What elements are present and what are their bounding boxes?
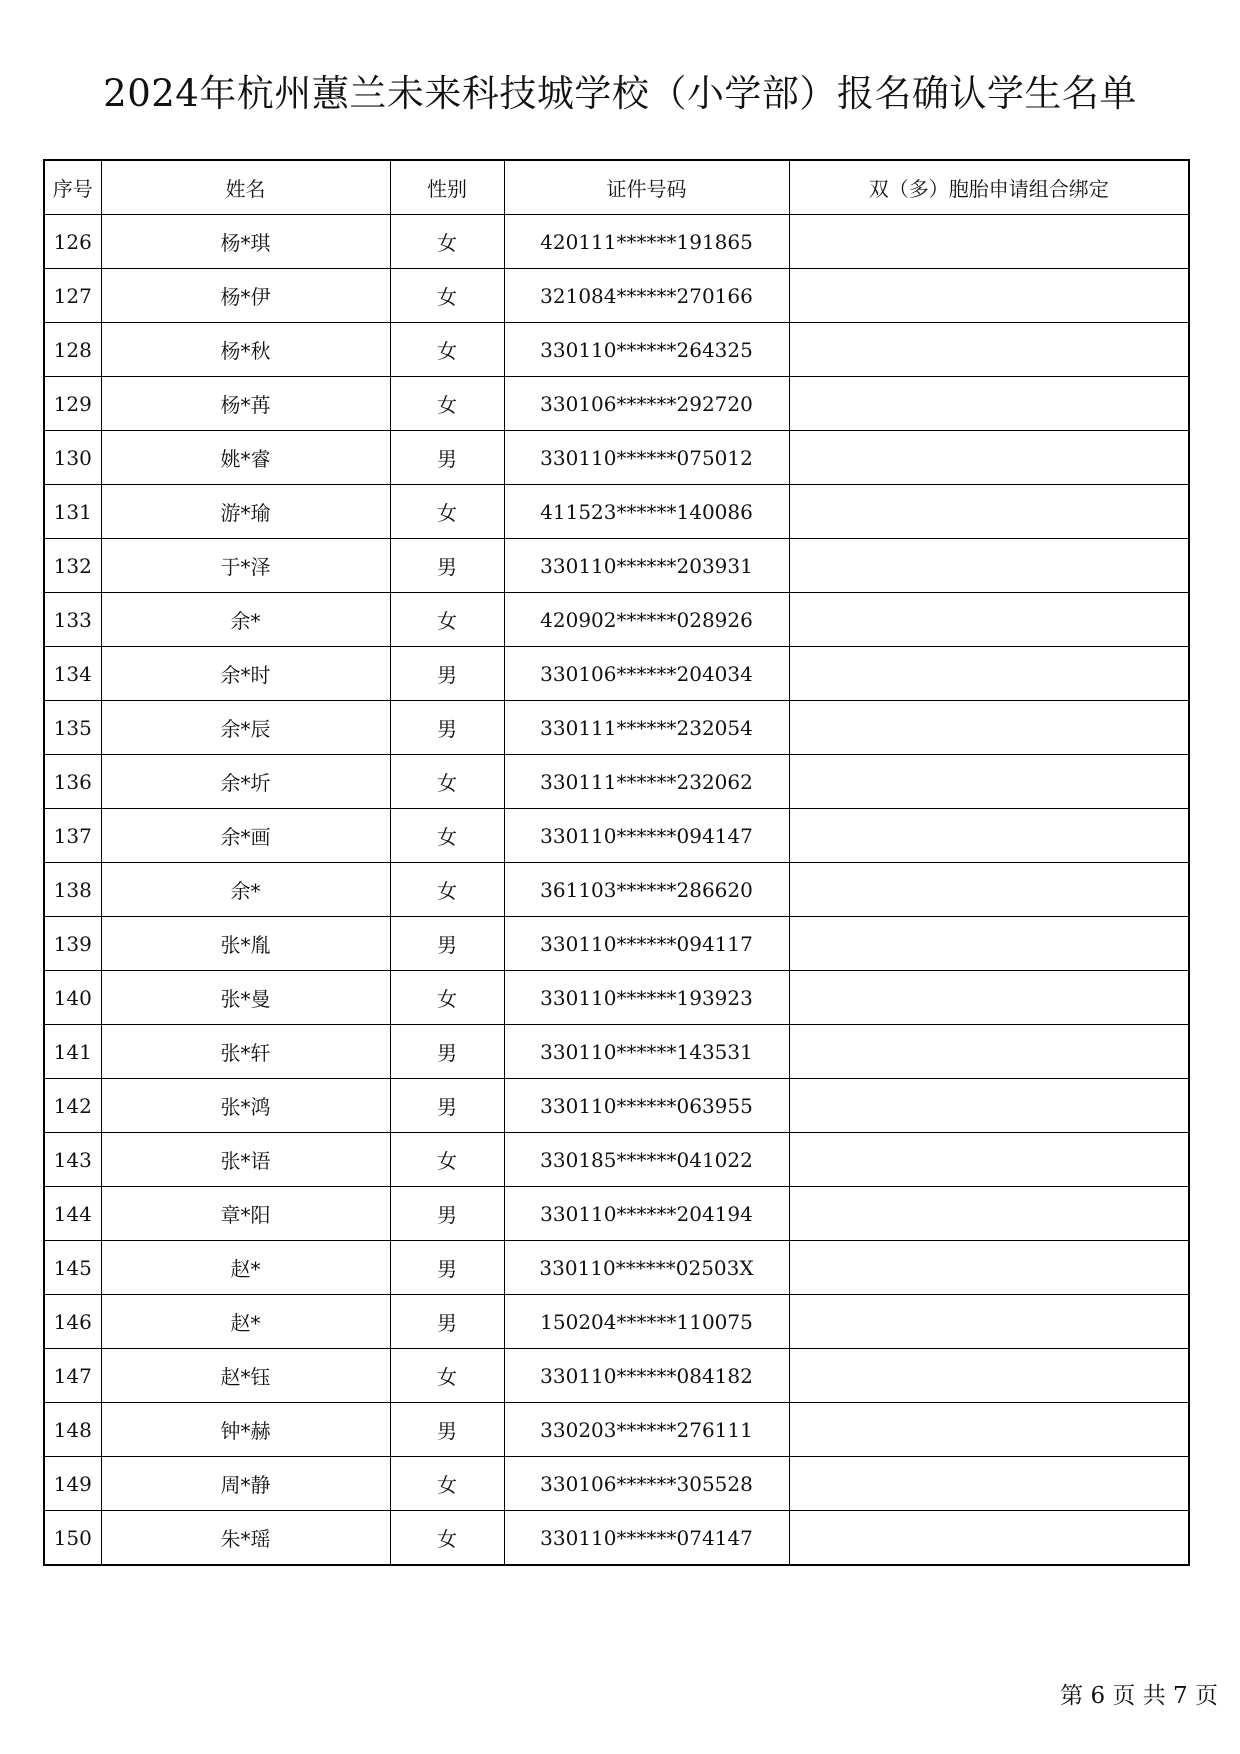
cell-seq: 139 bbox=[44, 917, 101, 971]
cell-name: 余* bbox=[101, 593, 390, 647]
cell-name: 张*曼 bbox=[101, 971, 390, 1025]
cell-seq: 144 bbox=[44, 1187, 101, 1241]
cell-id-number: 330106******204034 bbox=[504, 647, 789, 701]
cell-name: 赵*钰 bbox=[101, 1349, 390, 1403]
cell-id-number: 330185******041022 bbox=[504, 1133, 789, 1187]
cell-id-number: 330111******232054 bbox=[504, 701, 789, 755]
cell-name: 赵* bbox=[101, 1295, 390, 1349]
cell-seq: 147 bbox=[44, 1349, 101, 1403]
table-row bbox=[44, 539, 1189, 593]
cell-twin-binding bbox=[789, 377, 1189, 431]
cell-twin-binding bbox=[789, 1079, 1189, 1133]
cell-twin-binding bbox=[789, 755, 1189, 809]
cell-seq: 131 bbox=[44, 485, 101, 539]
cell-name: 周*静 bbox=[101, 1457, 390, 1511]
cell-twin-binding bbox=[789, 485, 1189, 539]
table-row bbox=[44, 1295, 1189, 1349]
cell-name: 余*时 bbox=[101, 647, 390, 701]
cell-gender: 女 bbox=[390, 593, 504, 647]
cell-twin-binding bbox=[789, 539, 1189, 593]
cell-seq: 145 bbox=[44, 1241, 101, 1295]
cell-name: 余* bbox=[101, 863, 390, 917]
table-row bbox=[44, 1241, 1189, 1295]
cell-id-number: 330110******063955 bbox=[504, 1079, 789, 1133]
cell-gender: 男 bbox=[390, 1295, 504, 1349]
cell-gender: 男 bbox=[390, 1187, 504, 1241]
cell-gender: 女 bbox=[390, 971, 504, 1025]
student-roster-table bbox=[43, 159, 1190, 1566]
header-twin-binding: 双（多）胞胎申请组合绑定 bbox=[789, 160, 1189, 215]
cell-twin-binding bbox=[789, 323, 1189, 377]
table-row bbox=[44, 269, 1189, 323]
cell-id-number: 330110******203931 bbox=[504, 539, 789, 593]
cell-twin-binding bbox=[789, 269, 1189, 323]
table-row bbox=[44, 1079, 1189, 1133]
cell-name: 杨*伊 bbox=[101, 269, 390, 323]
cell-gender: 女 bbox=[390, 377, 504, 431]
cell-twin-binding bbox=[789, 1241, 1189, 1295]
cell-name: 杨*秋 bbox=[101, 323, 390, 377]
cell-gender: 男 bbox=[390, 917, 504, 971]
table-row bbox=[44, 215, 1189, 269]
cell-name: 赵* bbox=[101, 1241, 390, 1295]
cell-seq: 134 bbox=[44, 647, 101, 701]
header-name: 姓名 bbox=[101, 160, 390, 215]
table-row bbox=[44, 377, 1189, 431]
cell-gender: 女 bbox=[390, 863, 504, 917]
cell-id-number: 361103******286620 bbox=[504, 863, 789, 917]
cell-gender: 男 bbox=[390, 701, 504, 755]
cell-id-number: 330110******02503X bbox=[504, 1241, 789, 1295]
cell-gender: 男 bbox=[390, 1025, 504, 1079]
cell-gender: 女 bbox=[390, 323, 504, 377]
cell-seq: 129 bbox=[44, 377, 101, 431]
cell-seq: 148 bbox=[44, 1403, 101, 1457]
cell-seq: 126 bbox=[44, 215, 101, 269]
cell-name: 余*辰 bbox=[101, 701, 390, 755]
table-row bbox=[44, 701, 1189, 755]
cell-seq: 136 bbox=[44, 755, 101, 809]
table-body bbox=[44, 215, 1189, 1566]
cell-gender: 女 bbox=[390, 1457, 504, 1511]
cell-twin-binding bbox=[789, 593, 1189, 647]
cell-twin-binding bbox=[789, 971, 1189, 1025]
table-row bbox=[44, 1511, 1189, 1566]
cell-id-number: 330110******193923 bbox=[504, 971, 789, 1025]
table-row bbox=[44, 431, 1189, 485]
cell-id-number: 330203******276111 bbox=[504, 1403, 789, 1457]
cell-name: 游*瑜 bbox=[101, 485, 390, 539]
cell-id-number: 330110******094117 bbox=[504, 917, 789, 971]
cell-id-number: 330106******305528 bbox=[504, 1457, 789, 1511]
table-row bbox=[44, 971, 1189, 1025]
table-row bbox=[44, 917, 1189, 971]
cell-seq: 150 bbox=[44, 1511, 101, 1566]
cell-id-number: 150204******110075 bbox=[504, 1295, 789, 1349]
cell-twin-binding bbox=[789, 1187, 1189, 1241]
cell-name: 张*鸿 bbox=[101, 1079, 390, 1133]
cell-seq: 146 bbox=[44, 1295, 101, 1349]
cell-seq: 128 bbox=[44, 323, 101, 377]
cell-twin-binding bbox=[789, 863, 1189, 917]
cell-gender: 女 bbox=[390, 1133, 504, 1187]
header-id-number: 证件号码 bbox=[504, 160, 789, 215]
cell-seq: 143 bbox=[44, 1133, 101, 1187]
cell-name: 朱*瑶 bbox=[101, 1511, 390, 1566]
table-header-row bbox=[44, 160, 1189, 215]
cell-gender: 男 bbox=[390, 1403, 504, 1457]
cell-gender: 女 bbox=[390, 485, 504, 539]
header-seq: 序号 bbox=[44, 160, 101, 215]
cell-gender: 男 bbox=[390, 431, 504, 485]
cell-name: 钟*赫 bbox=[101, 1403, 390, 1457]
cell-gender: 女 bbox=[390, 215, 504, 269]
cell-gender: 男 bbox=[390, 647, 504, 701]
cell-id-number: 330110******204194 bbox=[504, 1187, 789, 1241]
cell-twin-binding bbox=[789, 1133, 1189, 1187]
cell-seq: 132 bbox=[44, 539, 101, 593]
table-row bbox=[44, 1025, 1189, 1079]
cell-twin-binding bbox=[789, 1349, 1189, 1403]
cell-id-number: 330106******292720 bbox=[504, 377, 789, 431]
cell-seq: 149 bbox=[44, 1457, 101, 1511]
cell-twin-binding bbox=[789, 1403, 1189, 1457]
cell-twin-binding bbox=[789, 215, 1189, 269]
cell-name: 余*圻 bbox=[101, 755, 390, 809]
cell-id-number: 330111******232062 bbox=[504, 755, 789, 809]
cell-name: 张*轩 bbox=[101, 1025, 390, 1079]
cell-gender: 女 bbox=[390, 269, 504, 323]
cell-gender: 男 bbox=[390, 1241, 504, 1295]
table-row bbox=[44, 1133, 1189, 1187]
cell-twin-binding bbox=[789, 701, 1189, 755]
cell-gender: 女 bbox=[390, 1349, 504, 1403]
cell-name: 杨*琪 bbox=[101, 215, 390, 269]
cell-seq: 133 bbox=[44, 593, 101, 647]
page-number: 第 6 页 共 7 页 bbox=[1060, 1683, 1218, 1709]
table-row bbox=[44, 647, 1189, 701]
cell-twin-binding bbox=[789, 1025, 1189, 1079]
cell-id-number: 330110******075012 bbox=[504, 431, 789, 485]
cell-seq: 127 bbox=[44, 269, 101, 323]
cell-gender: 女 bbox=[390, 1511, 504, 1566]
header-gender: 性别 bbox=[390, 160, 504, 215]
table-row bbox=[44, 863, 1189, 917]
table-row bbox=[44, 1349, 1189, 1403]
cell-seq: 135 bbox=[44, 701, 101, 755]
cell-twin-binding bbox=[789, 431, 1189, 485]
table-row bbox=[44, 485, 1189, 539]
cell-name: 余*画 bbox=[101, 809, 390, 863]
cell-gender: 女 bbox=[390, 755, 504, 809]
cell-gender: 女 bbox=[390, 809, 504, 863]
cell-id-number: 420111******191865 bbox=[504, 215, 789, 269]
cell-seq: 138 bbox=[44, 863, 101, 917]
cell-name: 张*胤 bbox=[101, 917, 390, 971]
cell-seq: 137 bbox=[44, 809, 101, 863]
table-row bbox=[44, 1187, 1189, 1241]
cell-seq: 130 bbox=[44, 431, 101, 485]
cell-id-number: 321084******270166 bbox=[504, 269, 789, 323]
cell-id-number: 330110******264325 bbox=[504, 323, 789, 377]
cell-gender: 男 bbox=[390, 539, 504, 593]
cell-id-number: 330110******094147 bbox=[504, 809, 789, 863]
cell-id-number: 330110******074147 bbox=[504, 1511, 789, 1566]
cell-seq: 140 bbox=[44, 971, 101, 1025]
table-row bbox=[44, 755, 1189, 809]
table-row bbox=[44, 1403, 1189, 1457]
table-row bbox=[44, 809, 1189, 863]
table-row bbox=[44, 323, 1189, 377]
cell-name: 于*泽 bbox=[101, 539, 390, 593]
cell-name: 张*语 bbox=[101, 1133, 390, 1187]
cell-id-number: 330110******084182 bbox=[504, 1349, 789, 1403]
cell-gender: 男 bbox=[390, 1079, 504, 1133]
table-row bbox=[44, 593, 1189, 647]
cell-id-number: 411523******140086 bbox=[504, 485, 789, 539]
cell-twin-binding bbox=[789, 1511, 1189, 1566]
cell-twin-binding bbox=[789, 917, 1189, 971]
cell-name: 杨*苒 bbox=[101, 377, 390, 431]
cell-seq: 142 bbox=[44, 1079, 101, 1133]
cell-twin-binding bbox=[789, 647, 1189, 701]
cell-twin-binding bbox=[789, 1295, 1189, 1349]
cell-id-number: 330110******143531 bbox=[504, 1025, 789, 1079]
cell-twin-binding bbox=[789, 1457, 1189, 1511]
cell-name: 章*阳 bbox=[101, 1187, 390, 1241]
cell-name: 姚*睿 bbox=[101, 431, 390, 485]
cell-id-number: 420902******028926 bbox=[504, 593, 789, 647]
cell-twin-binding bbox=[789, 809, 1189, 863]
cell-seq: 141 bbox=[44, 1025, 101, 1079]
table-row bbox=[44, 1457, 1189, 1511]
document-title: 2024年杭州蕙兰未来科技城学校（小学部）报名确认学生名单 bbox=[103, 72, 1137, 115]
